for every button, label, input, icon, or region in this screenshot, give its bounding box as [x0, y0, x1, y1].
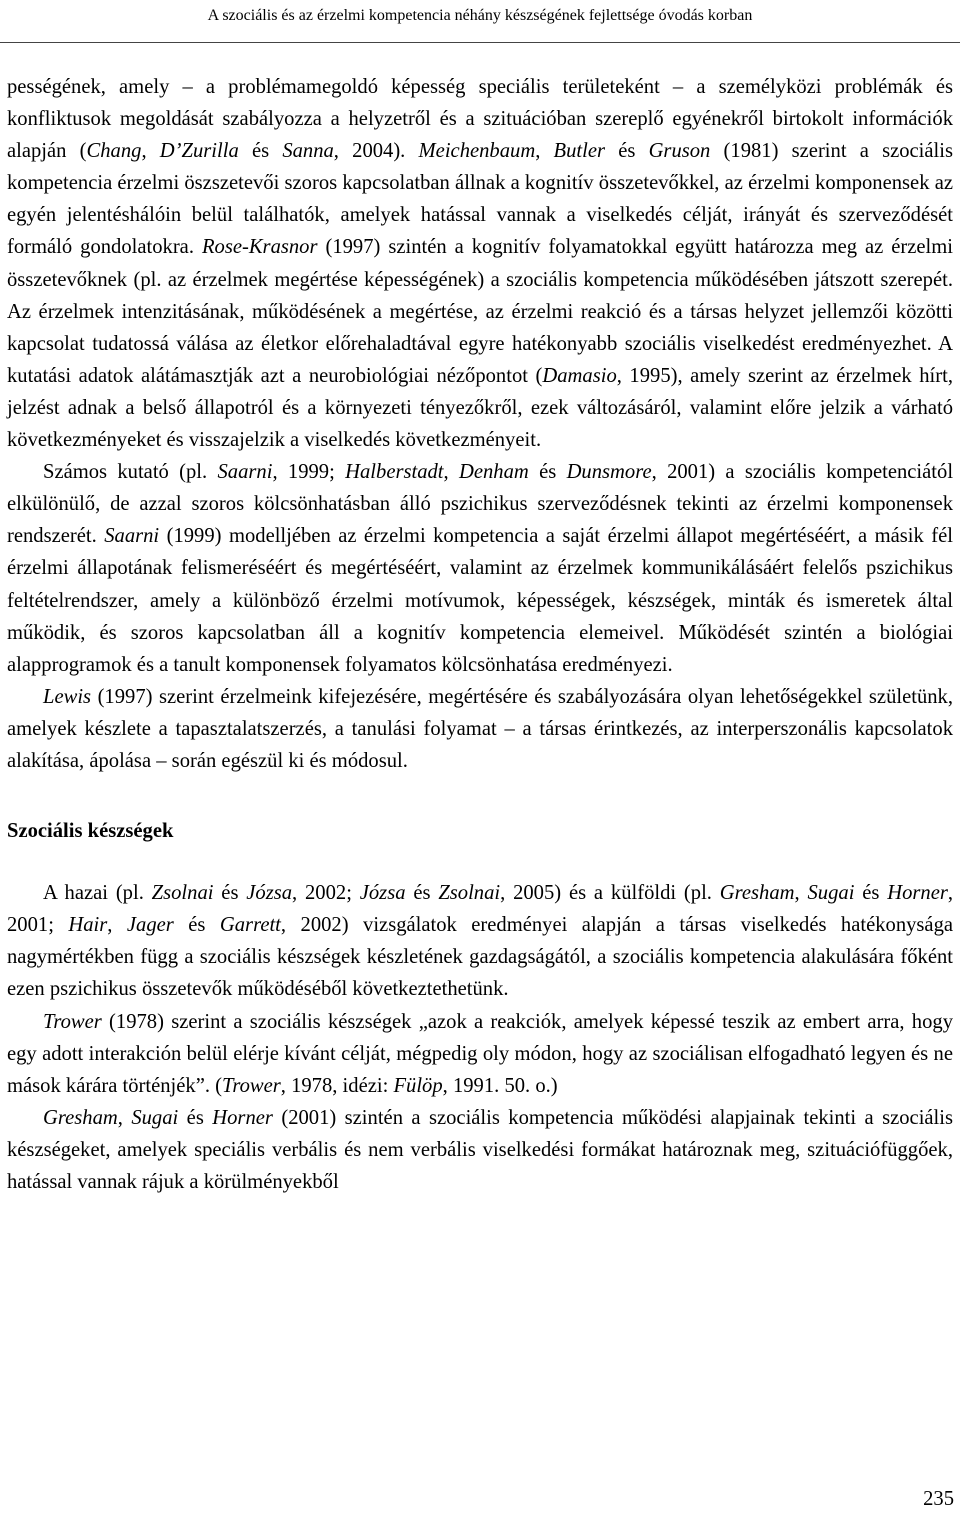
text-run: , 2001) a szociális kompetenciától elkülönülő, de azzal szoros kölcsönhatásban álló pszichikus szerveződésnek tekinti az érzelmi komponensek rendszerét.	[7, 461, 954, 548]
spacer	[7, 777, 953, 815]
text-run: (1997) szerint érzelmeink kifejezésére, megértésére és szabályozására olyan lehetőségekkel születünk, amelyek készlete a tapasztalatszerzés, a tanulási folyamat – a társas érintkezés, az interperszonális kapcsolatok alakítása, ápolása – során egészül ki és módosul.	[7, 685, 953, 772]
paragraph-1	[7, 71, 953, 456]
author-citation: Dunsmore	[566, 461, 652, 484]
author-citation: Trower	[222, 1074, 281, 1097]
author-citation: Jager	[126, 914, 174, 937]
author-citation: Butler	[553, 140, 606, 163]
text-run: és	[238, 140, 283, 163]
text-run: , 1999;	[272, 461, 346, 484]
text-run: , 2001;	[7, 882, 954, 937]
text-run: ,	[141, 140, 160, 163]
text-run: és	[605, 140, 649, 163]
text-run: ,	[107, 914, 127, 937]
author-citation: Damasio	[542, 364, 617, 387]
author-citation: Sugai	[807, 882, 855, 905]
text-run: és	[213, 882, 247, 905]
paragraph-2	[7, 456, 953, 681]
author-citation: Zsolnai	[151, 882, 214, 905]
paragraph-6	[7, 1102, 953, 1198]
paragraph-5	[7, 1006, 953, 1102]
author-citation: Sugai	[131, 1106, 179, 1129]
author-citation: Garrett	[219, 914, 281, 937]
author-citation: Horner	[212, 1106, 273, 1129]
paragraph-4	[7, 877, 953, 1005]
author-citation: Fülöp	[393, 1074, 443, 1097]
text-run: és	[178, 1106, 213, 1129]
author-citation: Saarni	[217, 461, 273, 484]
text-run: ,	[117, 1106, 132, 1129]
author-citation: Rose-Krasnor	[201, 236, 318, 259]
text-run: , 2005) és a külföldi (pl.	[500, 882, 720, 905]
author-citation: D’Zurilla	[159, 140, 239, 163]
spacer	[7, 847, 953, 877]
text-run: és	[173, 914, 220, 937]
text-run: (2001) szintén a szociális kompetencia működési alapjainak tekinti a szociális készségeket, amelyek speciális verbális és nem verbális viselkedési formákat határoznak meg, szituációfüggőek, hatással vannak rájuk a körülményekből	[7, 1106, 954, 1193]
running-title: A szociális és az érzelmi kompetencia néhány készségének fejlettsége óvodás korban	[207, 7, 753, 24]
text-run: (1978) szerint a szociális készségek „azok a reakciók, amelyek képessé teszik az embert arra, hogy egy adott interakción belül elérje kívánt célját, mégpedig oly módon, hogy az szociálisan elfogadható legyen és ne mások kárára történjék”. (	[7, 1010, 953, 1097]
text-run: (1981) szerint a szociális kompetencia érzelmi öszszetevői szoros kapcsolatban állnak a kognitív összetevőkkel, az érzelmi komponensek az egyén jelentéshálóin belül találhatók, amelyek hatással vannak a viselkedés célját, irányát és szerveződését formáló gondolatokra.	[7, 140, 953, 259]
author-citation: Chang	[86, 140, 142, 163]
author-citation: Horner	[887, 882, 948, 905]
author-citation: Saarni	[104, 525, 160, 548]
text-run: ,	[443, 461, 459, 484]
text-run: és	[405, 882, 439, 905]
author-citation: Meichenbaum	[418, 140, 536, 163]
text-run: , 2004).	[333, 140, 419, 163]
author-citation: Halberstadt	[345, 461, 444, 484]
text-run: ,	[535, 140, 554, 163]
running-header	[0, 0, 960, 43]
paragraph-3	[7, 681, 953, 777]
text-run: , 2002) vizsgálatok eredményei alapján a társas viselkedés hatékonysága nagymértékben függ a szociális készségek készletének gazdagságától, a szociális kompetencia alakulására főként ezen pszichikus összetevők működéséből következtethetünk.	[7, 914, 954, 1001]
author-citation: Denham	[459, 461, 529, 484]
text-run: (1999) modelljében az érzelmi kompetencia a saját érzelmi állapot megértéséért, a másik fél érzelmi állapotának felismeréséért és megértéséért, valamint az érzelmek kommunikálásáért felelős pszichikus feltételrendszer, amely a különböző érzelmi motívumok, képességek, készségek, minták és ismeretek által működik, és szoros kapcsolatban áll a kognitív kompetencia elemeivel. Működését szintén a biológiai alapprogramok és a tanult komponensek folyamatos kölcsönhatása eredményezi.	[7, 525, 953, 676]
page-number: 235	[923, 1488, 954, 1510]
author-citation: Sanna	[282, 140, 334, 163]
text-run: ,	[794, 882, 808, 905]
text-run: , 1995), amely szerint az érzelmek hírt, jelzést adnak a belső állapotról és a környezeti tényezőkről, ezek változásáról, valamint előre jelzik a várható következményeket és visszajelzik a viselkedés következményeit.	[7, 364, 954, 452]
text-run: A hazai (pl.	[43, 882, 152, 905]
author-citation: Hair	[68, 914, 108, 937]
author-citation: Gresham	[719, 882, 795, 905]
author-citation: Józsa	[359, 882, 406, 905]
article-body	[7, 71, 953, 1198]
text-run: , 2002;	[292, 882, 360, 905]
author-citation: Zsolnai	[438, 882, 501, 905]
author-citation: Gresham	[43, 1106, 118, 1129]
text-run: pességének, amely – a problémamegoldó képesség speciális területeként – a személyközi problémák és konfliktusok megoldását szabályozza a helyzetről és a szituációban szereplő egyénekről birtokolt információk alapján (	[7, 76, 953, 163]
author-citation: Gruson	[648, 140, 711, 163]
author-citation: Trower	[43, 1010, 102, 1033]
text-run: és	[854, 882, 888, 905]
author-citation: Lewis	[43, 685, 92, 708]
text-run: (1997) szintén a kognitív folyamatokkal együtt határozza meg az érzelmi összetevőknek (pl. az érzelmek megértése képességének) a szociális kompetencia működésében játszott szerepét. Az érzelmek intenzitásának, működésének a megértése, az érzelmi reakció és a társas helyzet jellemzői közötti kapcsolat tudatossá válása az életkor előrehaladtával egyre hatékonyabb szociális viselkedést eredményezhet. A kutatási adatok alátámasztják azt a neurobiológiai nézőpontot (	[7, 236, 953, 387]
text-run: Számos kutató (pl.	[43, 461, 218, 484]
section-heading: Szociális készségek	[7, 820, 174, 843]
author-citation: Józsa	[246, 882, 293, 905]
text-run: , 1978, idézi:	[280, 1074, 394, 1097]
text-run: , 1991. 50. o.)	[442, 1074, 558, 1097]
text-run: és	[528, 461, 567, 484]
